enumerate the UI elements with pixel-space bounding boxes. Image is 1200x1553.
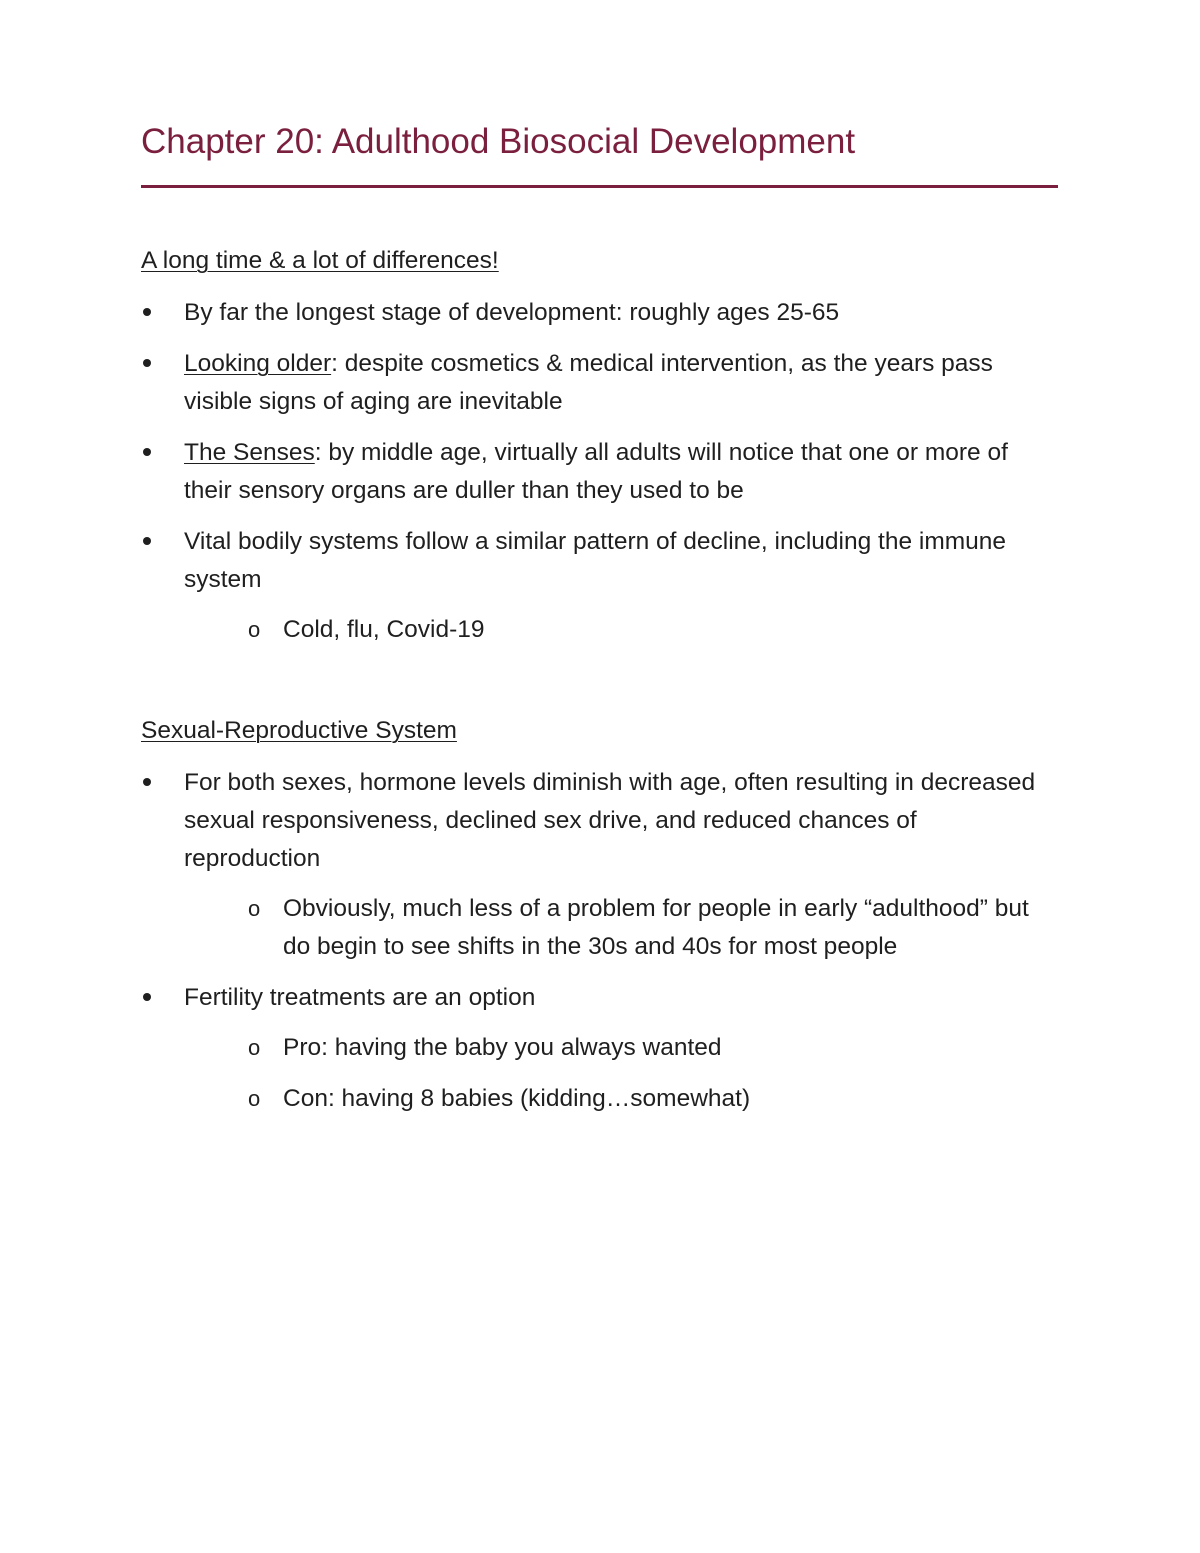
sub-list <box>184 890 1058 966</box>
sub-list-item-text: Cold, flu, Covid-19 <box>283 616 485 643</box>
list-item-lead: The Senses <box>184 439 315 466</box>
sub-list-item-text: Pro: having the baby you always wanted <box>283 1034 722 1061</box>
list-item <box>141 294 1058 332</box>
circle-bullet-icon: o <box>248 1086 261 1111</box>
circle-bullet-icon: o <box>248 1035 261 1060</box>
bullet-icon <box>143 537 151 545</box>
sub-list-item <box>184 1029 1058 1067</box>
list-item <box>141 523 1058 649</box>
bullet-icon <box>143 359 151 367</box>
bullet-icon <box>143 778 151 786</box>
circle-bullet-icon: o <box>248 896 261 921</box>
list-item-text: By far the longest stage of development: roughly ages 25-65 <box>184 299 840 326</box>
section-heading: A long time & a lot of differences! <box>141 247 499 274</box>
document-body <box>141 242 1058 1131</box>
list-item-text: : by middle age, virtually all adults will notice that one or more of their sensory organs are duller than they used to be <box>184 439 1008 504</box>
sub-list-item <box>184 1080 1058 1118</box>
page-title: Chapter 20: Adulthood Biosocial Development <box>141 122 856 161</box>
sub-list-item-text: Obviously, much less of a problem for people in early “adulthood” but do begin to see shifts in the 30s and 40s for most people <box>283 895 1029 960</box>
list-item <box>141 764 1058 966</box>
bullet-icon <box>143 993 151 1001</box>
sub-list <box>184 611 1058 649</box>
section-heading: Sexual-Reproductive System <box>141 717 457 744</box>
bullet-list <box>141 294 1058 649</box>
list-item-text: Fertility treatments are an option <box>184 984 536 1011</box>
sub-list <box>184 1029 1058 1118</box>
bullet-icon <box>143 448 151 456</box>
sub-list-item <box>184 611 1058 649</box>
list-item <box>141 434 1058 510</box>
section-sexual-reproductive <box>141 712 1058 1118</box>
list-item <box>141 345 1058 421</box>
bullet-list <box>141 764 1058 1118</box>
sub-list-item <box>184 890 1058 966</box>
bullet-icon <box>143 308 151 316</box>
list-item-text: For both sexes, hormone levels diminish with age, often resulting in decreased sexual responsiveness, declined sex drive, and reduced chances of reproduction <box>184 769 1036 872</box>
section-lifespan <box>141 242 1058 649</box>
sub-list-item-text: Con: having 8 babies (kidding…somewhat) <box>283 1085 751 1112</box>
title-divider <box>141 185 1058 188</box>
section-spacer <box>141 662 1058 712</box>
list-item-text: : despite cosmetics & medical intervention, as the years pass visible signs of aging are inevitable <box>184 350 993 415</box>
circle-bullet-icon: o <box>248 617 261 642</box>
list-item-text: Vital bodily systems follow a similar pattern of decline, including the immune system <box>184 528 1007 593</box>
list-item-lead: Looking older <box>184 350 332 377</box>
list-item <box>141 979 1058 1118</box>
